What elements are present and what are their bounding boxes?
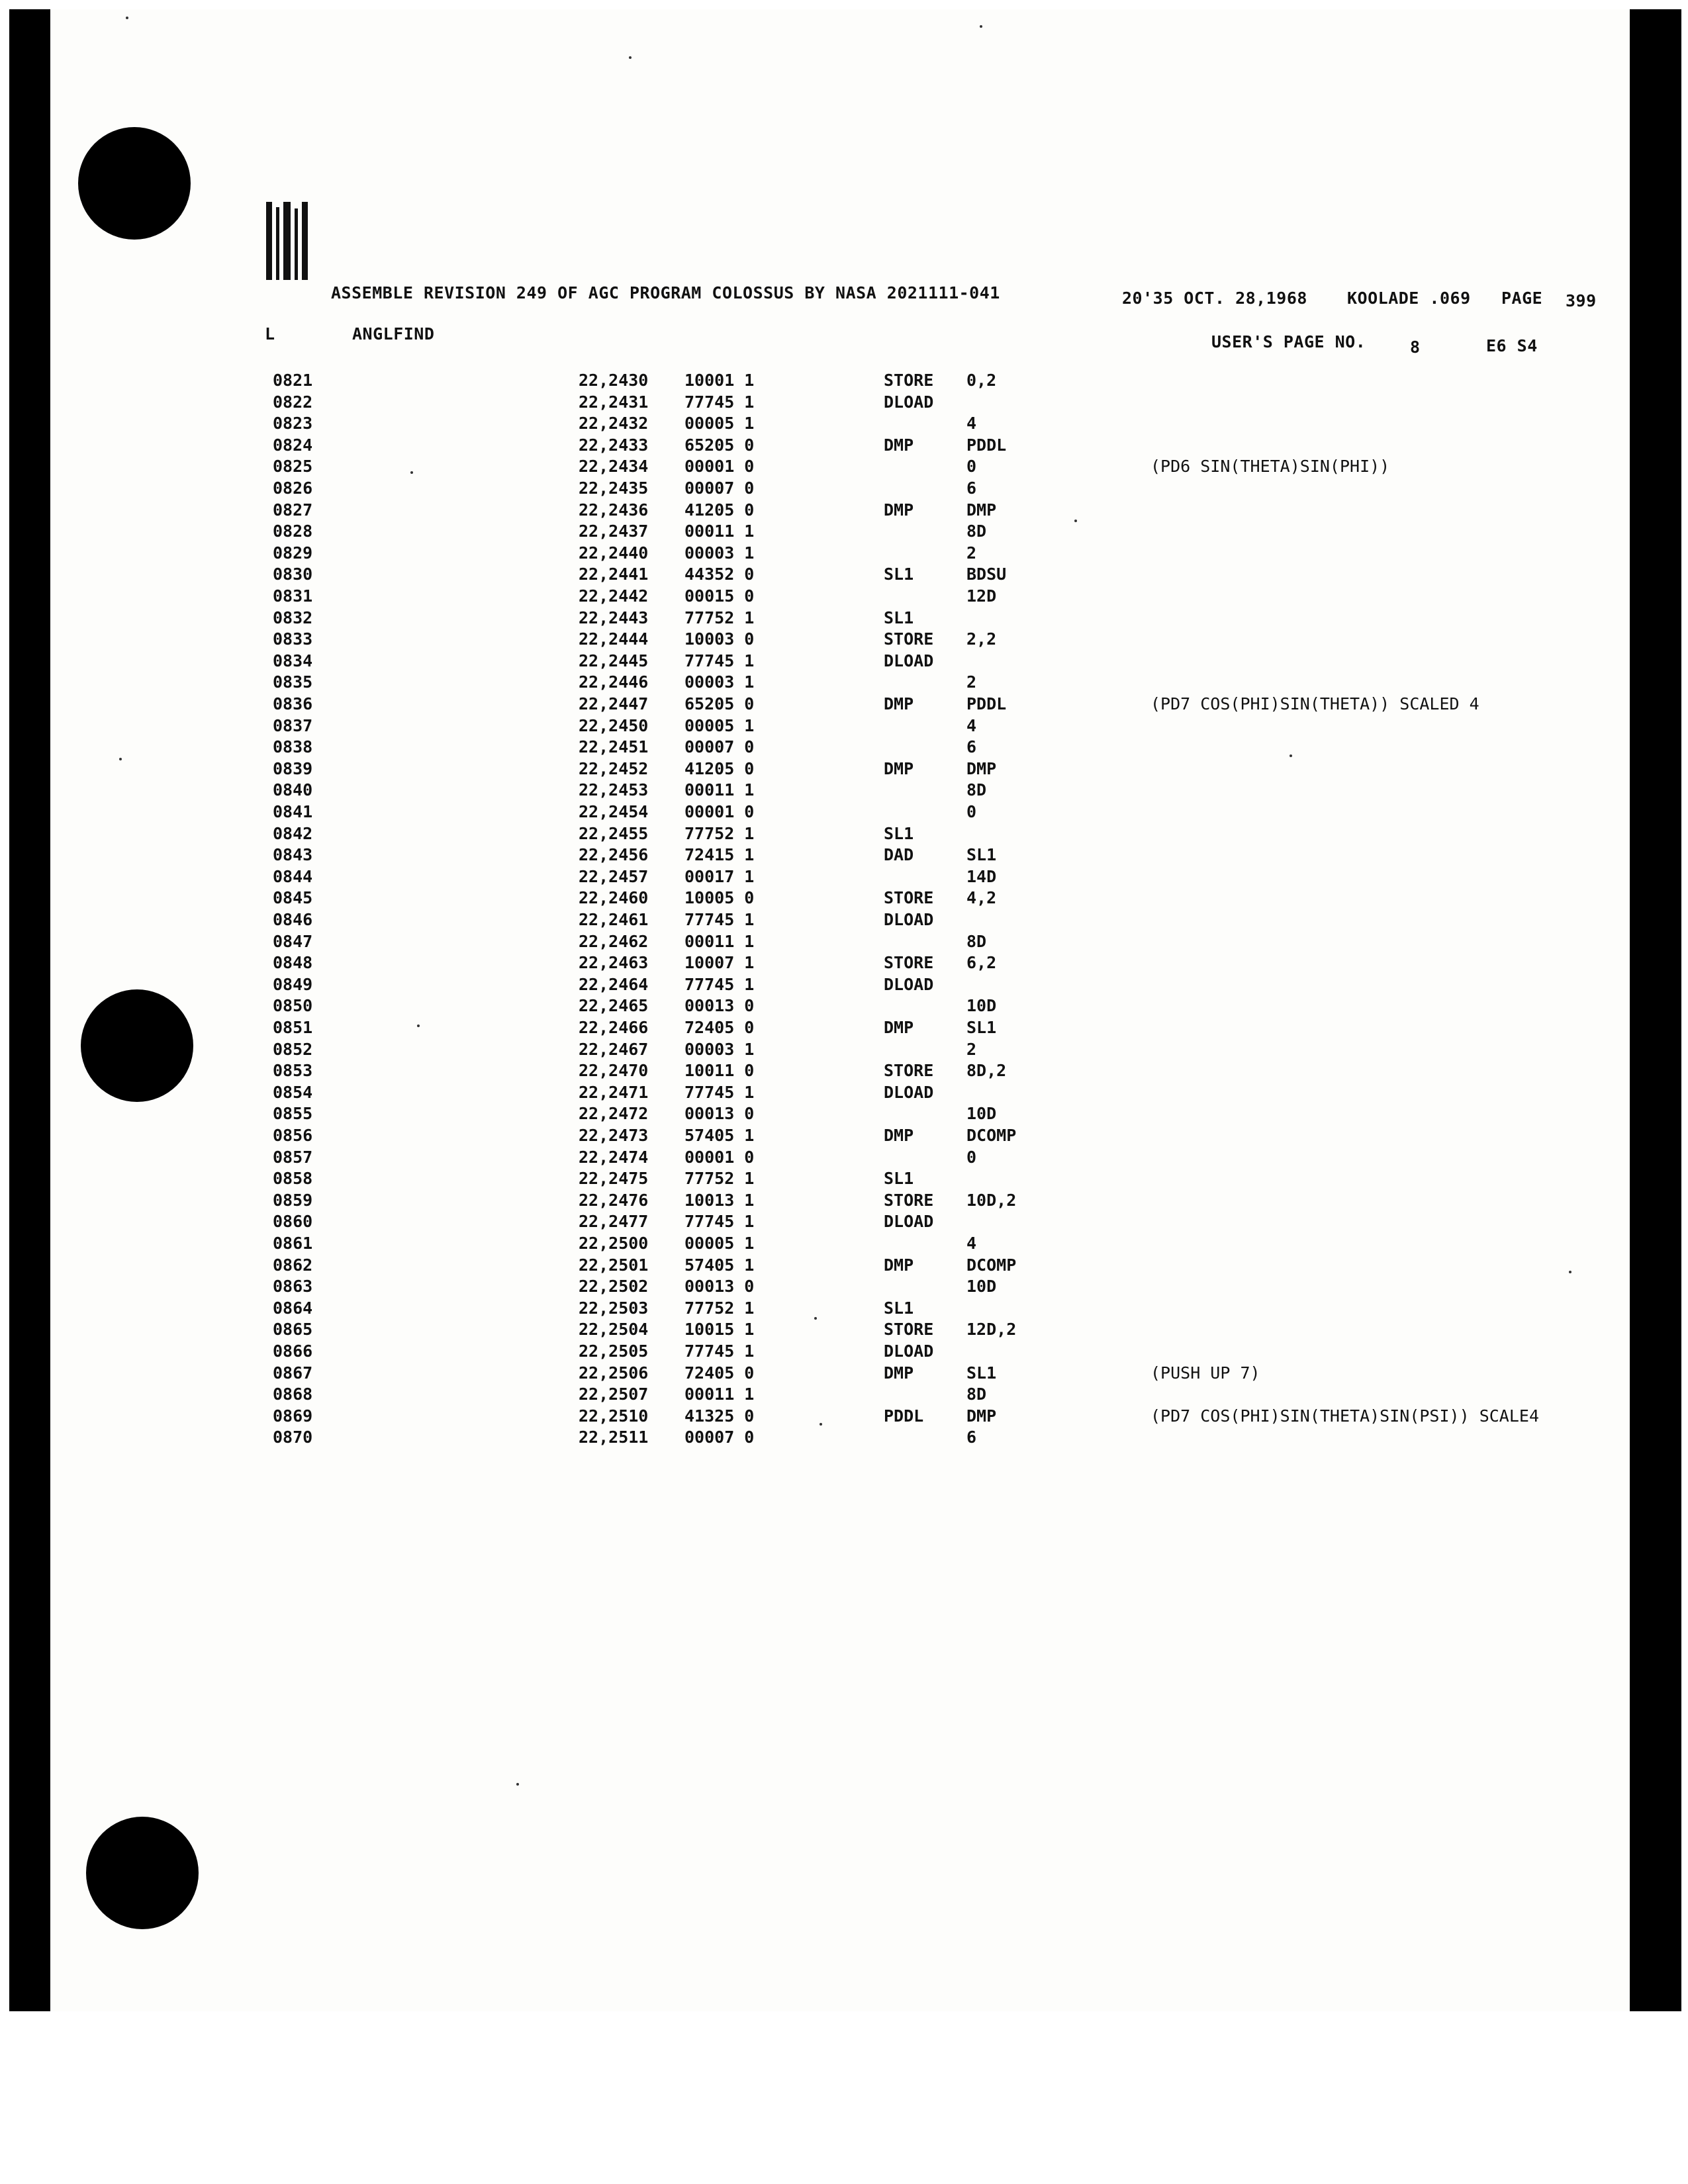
listing-operand: 8D <box>966 1385 987 1404</box>
listing-operand: 2,2 <box>966 629 997 649</box>
listing-operand: 6 <box>966 1428 977 1447</box>
listing-octal-word: 77752 1 <box>684 608 755 627</box>
listing-octal-word: 00003 1 <box>684 672 755 692</box>
listing-line-number: 0866 <box>273 1342 313 1361</box>
listing-address: 22,2436 <box>579 500 649 520</box>
listing-operand: SL1 <box>966 1018 997 1037</box>
listing-line-number: 0837 <box>273 716 313 735</box>
listing-row <box>0 1428 1688 1449</box>
listing-opcode: DMP <box>884 1255 914 1275</box>
listing-opcode: DMP <box>884 1363 914 1383</box>
listing-address: 22,2505 <box>579 1342 649 1361</box>
listing-address: 22,2456 <box>579 845 649 864</box>
listing-row <box>0 371 1688 392</box>
listing-line-number: 0838 <box>273 737 313 756</box>
listing-line-number: 0849 <box>273 975 313 994</box>
listing-address: 22,2444 <box>579 629 649 649</box>
listing-octal-word: 00013 0 <box>684 996 755 1015</box>
assembly-header: ASSEMBLE REVISION 249 OF AGC PROGRAM COLOSSUS BY NASA 2021111-041 <box>331 283 1000 302</box>
listing-row <box>0 435 1688 457</box>
listing-octal-word: 10013 1 <box>684 1191 755 1210</box>
listing-line-number: 0870 <box>273 1428 313 1447</box>
listing-operand: DCOMP <box>966 1126 1017 1145</box>
scan-speck <box>126 17 128 19</box>
listing-line-number: 0847 <box>273 932 313 951</box>
listing-address: 22,2457 <box>579 867 649 886</box>
listing-opcode: DMP <box>884 435 914 455</box>
listing-row <box>0 1320 1688 1341</box>
listing-row <box>0 1277 1688 1298</box>
listing-octal-word: 00007 0 <box>684 478 755 498</box>
listing-octal-word: 00011 1 <box>684 522 755 541</box>
listing-octal-word: 41205 0 <box>684 759 755 778</box>
listing-octal-word: 00001 0 <box>684 802 755 821</box>
listing-row <box>0 608 1688 629</box>
listing-address: 22,2503 <box>579 1298 649 1318</box>
listing-row <box>0 629 1688 651</box>
listing-line-number: 0851 <box>273 1018 313 1037</box>
listing-operand: 4 <box>966 1234 977 1253</box>
listing-address: 22,2467 <box>579 1040 649 1059</box>
listing-operand: 6,2 <box>966 953 997 972</box>
listing-octal-word: 72405 0 <box>684 1018 755 1037</box>
listing-octal-word: 00013 0 <box>684 1277 755 1296</box>
listing-opcode: DMP <box>884 1126 914 1145</box>
page-number: 399 <box>1566 291 1597 310</box>
listing-row <box>0 1363 1688 1385</box>
page-label: PAGE <box>1501 289 1543 308</box>
listing-operand: 10D <box>966 1104 997 1123</box>
listing-octal-word: 00005 1 <box>684 1234 755 1253</box>
listing-row <box>0 457 1688 478</box>
listing-row <box>0 1234 1688 1255</box>
listing-line-number: 0863 <box>273 1277 313 1296</box>
listing-row <box>0 996 1688 1017</box>
listing-row <box>0 975 1688 996</box>
listing-comment: (PD7 COS(PHI)SIN(THETA)SIN(PSI)) SCALE4 <box>1150 1406 1539 1426</box>
listing-line-number: 0865 <box>273 1320 313 1339</box>
listing-line-number: 0839 <box>273 759 313 778</box>
listing-address: 22,2446 <box>579 672 649 692</box>
listing-address: 22,2507 <box>579 1385 649 1404</box>
listing-address: 22,2475 <box>579 1169 649 1188</box>
listing-row <box>0 910 1688 931</box>
listing-line-number: 0824 <box>273 435 313 455</box>
user-page-number: 8 <box>1410 338 1421 357</box>
listing-octal-word: 41325 0 <box>684 1406 755 1426</box>
section-marker: L <box>265 324 275 343</box>
listing-octal-word: 00017 1 <box>684 867 755 886</box>
listing-row <box>0 1061 1688 1082</box>
listing-line-number: 0857 <box>273 1148 313 1167</box>
binder-hole-top <box>78 127 191 240</box>
listing-line-number: 0861 <box>273 1234 313 1253</box>
listing-address: 22,2506 <box>579 1363 649 1383</box>
listing-operand: 2 <box>966 1040 977 1059</box>
listing-operand: 0 <box>966 1148 977 1167</box>
listing-row <box>0 672 1688 694</box>
listing-address: 22,2465 <box>579 996 649 1015</box>
listing-octal-word: 00005 1 <box>684 716 755 735</box>
listing-opcode: SL1 <box>884 824 914 843</box>
listing-operand: 0,2 <box>966 371 997 390</box>
listing-opcode: PDDL <box>884 1406 924 1426</box>
listing-line-number: 0852 <box>273 1040 313 1059</box>
listing-line-number: 0835 <box>273 672 313 692</box>
listing-line-number: 0856 <box>273 1126 313 1145</box>
listing-octal-word: 72415 1 <box>684 845 755 864</box>
listing-operand: 8D,2 <box>966 1061 1007 1080</box>
scan-speck <box>1289 754 1292 757</box>
listing-line-number: 0850 <box>273 996 313 1015</box>
listing-octal-word: 77752 1 <box>684 1298 755 1318</box>
code-reference: E6 S4 <box>1486 336 1538 355</box>
listing-opcode: DLOAD <box>884 910 934 929</box>
listing-operand: DCOMP <box>966 1255 1017 1275</box>
listing-octal-word: 72405 0 <box>684 1363 755 1383</box>
listing-comment: (PUSH UP 7) <box>1150 1363 1260 1383</box>
listing-address: 22,2454 <box>579 802 649 821</box>
listing-address: 22,2463 <box>579 953 649 972</box>
listing-address: 22,2511 <box>579 1428 649 1447</box>
listing-line-number: 0859 <box>273 1191 313 1210</box>
listing-line-number: 0825 <box>273 457 313 476</box>
section-name: ANGLFIND <box>352 324 435 343</box>
listing-octal-word: 77745 1 <box>684 910 755 929</box>
listing-line-number: 0867 <box>273 1363 313 1383</box>
listing-octal-word: 77745 1 <box>684 392 755 412</box>
scan-speck <box>1074 520 1077 522</box>
listing-row <box>0 565 1688 586</box>
listing-row <box>0 1385 1688 1406</box>
listing-opcode: STORE <box>884 1061 934 1080</box>
listing-operand: DMP <box>966 759 997 778</box>
listing-address: 22,2464 <box>579 975 649 994</box>
listing-row <box>0 824 1688 845</box>
listing-opcode: DMP <box>884 759 914 778</box>
listing-octal-word: 10001 1 <box>684 371 755 390</box>
listing-address: 22,2501 <box>579 1255 649 1275</box>
listing-row <box>0 543 1688 565</box>
listing-address: 22,2441 <box>579 565 649 584</box>
user-page-label: USER'S PAGE NO. <box>1211 332 1366 351</box>
listing-address: 22,2443 <box>579 608 649 627</box>
listing-row <box>0 845 1688 866</box>
listing-row <box>0 1212 1688 1233</box>
scan-speck <box>516 1783 519 1786</box>
listing-row <box>0 780 1688 801</box>
listing-row <box>0 932 1688 953</box>
listing-line-number: 0868 <box>273 1385 313 1404</box>
listing-row <box>0 888 1688 909</box>
listing-address: 22,2440 <box>579 543 649 563</box>
listing-operand: PDDL <box>966 694 1007 713</box>
listing-opcode: SL1 <box>884 608 914 627</box>
listing-octal-word: 77745 1 <box>684 1212 755 1231</box>
listing-row <box>0 1255 1688 1277</box>
listing-octal-word: 41205 0 <box>684 500 755 520</box>
listing-row <box>0 1148 1688 1169</box>
listing-operand: 4,2 <box>966 888 997 907</box>
listing-opcode: STORE <box>884 953 934 972</box>
listing-opcode: DLOAD <box>884 1083 934 1102</box>
listing-octal-word: 10005 0 <box>684 888 755 907</box>
listing-row <box>0 500 1688 522</box>
listing-line-number: 0862 <box>273 1255 313 1275</box>
listing-line-number: 0842 <box>273 824 313 843</box>
listing-operand: BDSU <box>966 565 1007 584</box>
listing-line-number: 0834 <box>273 651 313 670</box>
listing-octal-word: 00003 1 <box>684 1040 755 1059</box>
listing-line-number: 0864 <box>273 1298 313 1318</box>
listing-line-number: 0860 <box>273 1212 313 1231</box>
listing-octal-word: 10007 1 <box>684 953 755 972</box>
listing-operand: 0 <box>966 457 977 476</box>
listing-operand: 8D <box>966 780 987 799</box>
listing-address: 22,2466 <box>579 1018 649 1037</box>
listing-address: 22,2450 <box>579 716 649 735</box>
listing-address: 22,2460 <box>579 888 649 907</box>
listing-address: 22,2474 <box>579 1148 649 1167</box>
scan-speck <box>629 56 632 59</box>
listing-octal-word: 00005 1 <box>684 414 755 433</box>
listing-octal-word: 77745 1 <box>684 1083 755 1102</box>
listing-row <box>0 1169 1688 1190</box>
listing-line-number: 0827 <box>273 500 313 520</box>
listing-octal-word: 77752 1 <box>684 824 755 843</box>
listing-operand: SL1 <box>966 845 997 864</box>
listing-address: 22,2432 <box>579 414 649 433</box>
listing-address: 22,2452 <box>579 759 649 778</box>
listing-row <box>0 414 1688 435</box>
listing-address: 22,2476 <box>579 1191 649 1210</box>
listing-address: 22,2455 <box>579 824 649 843</box>
listing-operand: 10D <box>966 996 997 1015</box>
listing-address: 22,2470 <box>579 1061 649 1080</box>
listing-operand: 0 <box>966 802 977 821</box>
listing-opcode: STORE <box>884 1191 934 1210</box>
listing-line-number: 0853 <box>273 1061 313 1080</box>
listing-operand: 2 <box>966 672 977 692</box>
listing-address: 22,2434 <box>579 457 649 476</box>
listing-operand: 12D <box>966 586 997 606</box>
listing-octal-word: 65205 0 <box>684 435 755 455</box>
listing-address: 22,2504 <box>579 1320 649 1339</box>
listing-comment: (PD6 SIN(THETA)SIN(PHI)) <box>1150 457 1390 476</box>
listing-octal-word: 10003 0 <box>684 629 755 649</box>
scan-speck <box>417 1024 420 1027</box>
listing-line-number: 0840 <box>273 780 313 799</box>
listing-address: 22,2437 <box>579 522 649 541</box>
listing-opcode: STORE <box>884 1320 934 1339</box>
listing-operand: PDDL <box>966 435 1007 455</box>
listing-line-number: 0846 <box>273 910 313 929</box>
listing-address: 22,2451 <box>579 737 649 756</box>
listing-line-number: 0854 <box>273 1083 313 1102</box>
listing-operand: DMP <box>966 500 997 520</box>
listing-address: 22,2433 <box>579 435 649 455</box>
listing-octal-word: 10011 0 <box>684 1061 755 1080</box>
listing-row <box>0 694 1688 715</box>
listing-opcode: DLOAD <box>884 651 934 670</box>
listing-line-number: 0826 <box>273 478 313 498</box>
listing-line-number: 0823 <box>273 414 313 433</box>
listing-row <box>0 651 1688 672</box>
listing-octal-word: 77745 1 <box>684 975 755 994</box>
listing-opcode: DLOAD <box>884 392 934 412</box>
tool-version: KOOLADE .069 <box>1347 289 1471 308</box>
timestamp: 20'35 OCT. 28,1968 <box>1122 289 1307 308</box>
listing-address: 22,2447 <box>579 694 649 713</box>
listing-line-number: 0843 <box>273 845 313 864</box>
listing-row <box>0 1342 1688 1363</box>
listing-octal-word: 77745 1 <box>684 651 755 670</box>
listing-operand: 2 <box>966 543 977 563</box>
listing-address: 22,2472 <box>579 1104 649 1123</box>
listing-row <box>0 759 1688 780</box>
listing-row <box>0 1298 1688 1320</box>
listing-opcode: SL1 <box>884 1298 914 1318</box>
listing-address: 22,2471 <box>579 1083 649 1102</box>
listing-line-number: 0821 <box>273 371 313 390</box>
listing-row <box>0 716 1688 737</box>
listing-row <box>0 522 1688 543</box>
listing-address: 22,2453 <box>579 780 649 799</box>
listing-line-number: 0828 <box>273 522 313 541</box>
listing-octal-word: 44352 0 <box>684 565 755 584</box>
listing-operand: 8D <box>966 522 987 541</box>
listing-operand: 10D,2 <box>966 1191 1017 1210</box>
listing-line-number: 0844 <box>273 867 313 886</box>
listing-operand: 6 <box>966 478 977 498</box>
listing-octal-word: 10015 1 <box>684 1320 755 1339</box>
listing-opcode: DLOAD <box>884 975 934 994</box>
listing-line-number: 0841 <box>273 802 313 821</box>
listing-line-number: 0829 <box>273 543 313 563</box>
scan-speck <box>814 1317 817 1320</box>
listing-octal-word: 00011 1 <box>684 1385 755 1404</box>
listing-opcode: STORE <box>884 629 934 649</box>
listing-line-number: 0830 <box>273 565 313 584</box>
listing-row <box>0 953 1688 974</box>
listing-address: 22,2445 <box>579 651 649 670</box>
listing-operand: 14D <box>966 867 997 886</box>
listing-operand: 4 <box>966 414 977 433</box>
listing-row <box>0 1018 1688 1039</box>
listing-row <box>0 802 1688 823</box>
listing-operand: 8D <box>966 932 987 951</box>
listing-opcode: SL1 <box>884 565 914 584</box>
listing-operand: 10D <box>966 1277 997 1296</box>
listing-address: 22,2442 <box>579 586 649 606</box>
listing-opcode: STORE <box>884 371 934 390</box>
listing-octal-word: 57405 1 <box>684 1255 755 1275</box>
barcode-mark-icon <box>266 202 310 280</box>
listing-address: 22,2500 <box>579 1234 649 1253</box>
listing-operand: 6 <box>966 737 977 756</box>
listing-line-number: 0832 <box>273 608 313 627</box>
listing-address: 22,2462 <box>579 932 649 951</box>
listing-row <box>0 1083 1688 1104</box>
listing-octal-word: 00015 0 <box>684 586 755 606</box>
listing-row <box>0 1126 1688 1147</box>
scan-speck <box>119 758 122 760</box>
listing-line-number: 0848 <box>273 953 313 972</box>
listing-octal-word: 65205 0 <box>684 694 755 713</box>
listing-address: 22,2473 <box>579 1126 649 1145</box>
listing-row <box>0 867 1688 888</box>
listing-octal-word: 77752 1 <box>684 1169 755 1188</box>
listing-row <box>0 392 1688 414</box>
listing-operand: SL1 <box>966 1363 997 1383</box>
listing-line-number: 0836 <box>273 694 313 713</box>
listing-octal-word: 00011 1 <box>684 932 755 951</box>
listing-row <box>0 1191 1688 1212</box>
listing-address: 22,2430 <box>579 371 649 390</box>
listing-opcode: DAD <box>884 845 914 864</box>
listing-address: 22,2435 <box>579 478 649 498</box>
listing-line-number: 0833 <box>273 629 313 649</box>
listing-octal-word: 00001 0 <box>684 1148 755 1167</box>
listing-line-number: 0855 <box>273 1104 313 1123</box>
listing-opcode: SL1 <box>884 1169 914 1188</box>
listing-line-number: 0845 <box>273 888 313 907</box>
listing-address: 22,2461 <box>579 910 649 929</box>
listing-row <box>0 737 1688 758</box>
listing-operand: DMP <box>966 1406 997 1426</box>
scan-speck <box>410 471 413 474</box>
listing-address: 22,2510 <box>579 1406 649 1426</box>
binder-hole-bottom <box>86 1817 199 1929</box>
listing-row <box>0 478 1688 500</box>
scan-speck <box>1569 1271 1571 1273</box>
listing-octal-word: 00001 0 <box>684 457 755 476</box>
listing-line-number: 0858 <box>273 1169 313 1188</box>
listing-octal-word: 57405 1 <box>684 1126 755 1145</box>
listing-address: 22,2477 <box>579 1212 649 1231</box>
listing-octal-word: 00011 1 <box>684 780 755 799</box>
listing-octal-word: 00013 0 <box>684 1104 755 1123</box>
listing-operand: 12D,2 <box>966 1320 1017 1339</box>
listing-line-number: 0831 <box>273 586 313 606</box>
listing-row <box>0 586 1688 608</box>
listing-line-number: 0822 <box>273 392 313 412</box>
listing-opcode: DLOAD <box>884 1212 934 1231</box>
listing-comment: (PD7 COS(PHI)SIN(THETA)) SCALED 4 <box>1150 694 1479 713</box>
listing-row <box>0 1406 1688 1428</box>
listing-opcode: DMP <box>884 694 914 713</box>
listing-address: 22,2431 <box>579 392 649 412</box>
listing-row <box>0 1040 1688 1061</box>
listing-opcode: DLOAD <box>884 1342 934 1361</box>
listing-opcode: DMP <box>884 1018 914 1037</box>
listing-opcode: STORE <box>884 888 934 907</box>
scan-speck <box>820 1423 822 1426</box>
listing-octal-word: 00003 1 <box>684 543 755 563</box>
listing-operand: 4 <box>966 716 977 735</box>
scan-speck <box>980 25 982 28</box>
listing-row <box>0 1104 1688 1125</box>
listing-address: 22,2502 <box>579 1277 649 1296</box>
listing-line-number: 0869 <box>273 1406 313 1426</box>
listing-octal-word: 00007 0 <box>684 1428 755 1447</box>
listing-opcode: DMP <box>884 500 914 520</box>
listing-octal-word: 77745 1 <box>684 1342 755 1361</box>
listing-octal-word: 00007 0 <box>684 737 755 756</box>
